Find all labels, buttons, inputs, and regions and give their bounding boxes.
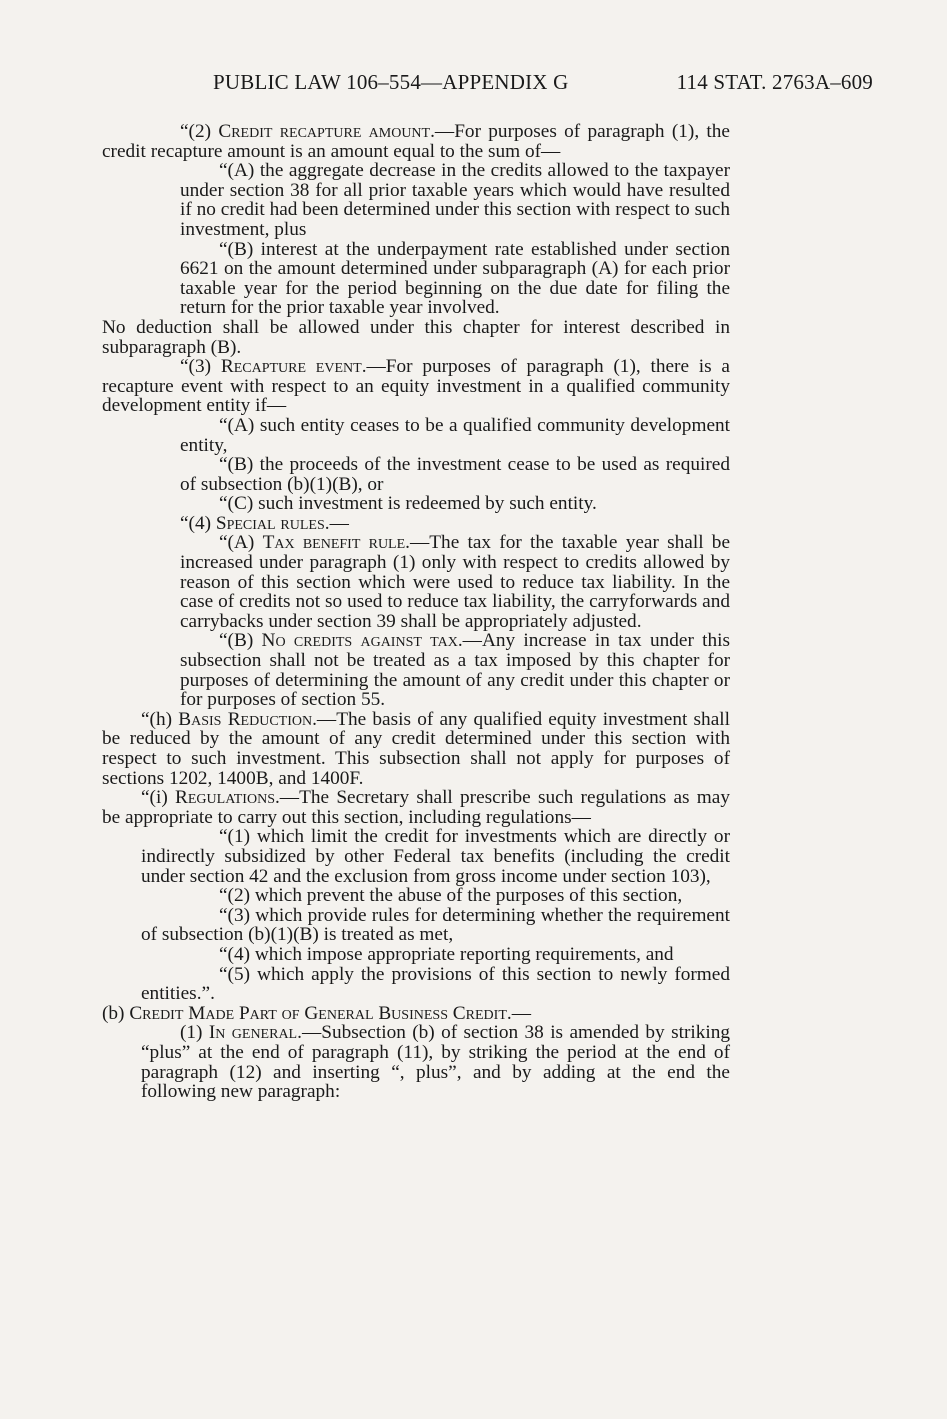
- regulation-item-5: “(5) which apply the provisions of this section to newly formed entities.”.: [141, 963, 730, 1005]
- paragraph-heading: Credit Made Part of General Business Credit: [129, 1002, 507, 1024]
- paragraph-heading: Credit recapture amount: [218, 121, 431, 142]
- paragraph-heading: No credits against tax: [261, 630, 458, 652]
- paragraph-number: “(A): [219, 532, 263, 554]
- paragraph-heading: Basis Reduction: [178, 708, 313, 730]
- paragraph-body: .—: [324, 512, 349, 534]
- paragraph-body: .—Any increase in tax under this subsection shall not be treated as a tax imposed by this chapter for purposes of determining the amount of any credit under this chapter or for purposes of section 55.: [180, 630, 730, 711]
- subsection-h-basis-reduction: [102, 710, 730, 788]
- regulation-item-1: “(1) which limit the credit for investments which are directly or indirectly subsidized by other Federal tax benefits (including the credit under section 42 and the exclusion from gross income under section 103),: [141, 826, 730, 887]
- regulation-item-3: “(3) which provide rules for determining whether the requirement of subsection (b)(1)(B) is treated as met,: [141, 904, 730, 946]
- regulation-item-4: “(4) which impose appropriate reporting requirements, and: [219, 943, 674, 965]
- paragraph-body: .—For purposes of paragraph (1), there is a recapture event with respect to an equity investment in a qualified community development entity if—: [102, 356, 730, 417]
- subsection-i-regulations: [102, 788, 730, 827]
- subparagraph-4B-no-credits-against-tax: [102, 631, 730, 709]
- paragraph-body: .—The Secretary shall prescribe such regulations as may be appropriate to carry out this section, including regulations—: [102, 787, 730, 828]
- paragraph-body: .—For purposes of paragraph (1), the credit recapture amount is an amount equal to the sum of—: [102, 121, 730, 162]
- subsection-b-credit-made-part: [102, 1004, 730, 1024]
- paragraph-number: (1): [180, 1022, 209, 1044]
- paragraph-heading: In general: [208, 1022, 298, 1044]
- paragraph-number: “(i): [141, 787, 176, 809]
- paragraph-2-credit-recapture-amount: [102, 122, 730, 161]
- regulation-item-2: “(2) which prevent the abuse of the purposes of this section,: [219, 885, 683, 907]
- paragraph-heading: Recapture event: [220, 356, 362, 378]
- subparagraph-2A: “(A) the aggregate decrease in the credits allowed to the taxpayer under section 38 for all prior taxable years which would have resulted if no credit had been determined under this section with respect to such investment, plus: [180, 160, 730, 240]
- subparagraph-3A: “(A) such entity ceases to be a qualified community development entity,: [180, 414, 730, 456]
- subparagraph-3C: “(C) such investment is redeemed by such entity.: [219, 493, 597, 515]
- paragraph-body: .—: [506, 1002, 531, 1024]
- paragraph-number: “(4): [180, 512, 216, 534]
- paragraph-body: .—The tax for the taxable year shall be increased under paragraph (1) only with respect to credits allowed by reason of this section which were used to reduce tax liability. In the case of credits not so used to reduce tax liability, the carryforwards and carrybacks under section 39 shall be appropriately adjusted.: [180, 532, 730, 632]
- subparagraph-3B: “(B) the proceeds of the investment cease to be used as required of subsection (b)(1)(B), or: [180, 454, 730, 495]
- paragraph-2-flush-text: No deduction shall be allowed under this chapter for interest described in subparagraph (B).: [102, 316, 730, 358]
- header-title: PUBLIC LAW 106–554—APPENDIX G: [213, 70, 569, 94]
- paragraph-number: “(h): [141, 708, 179, 730]
- paragraph-body: .—The basis of any qualified equity investment shall be reduced by the amount of any credit determined under this section with respect to such investment. This subsection shall not apply for purposes of sections 1202, 1400B, and 1400F.: [102, 708, 730, 789]
- paragraph-number: “(B): [219, 630, 262, 652]
- subsection-b-paragraph-1-in-general: [102, 1023, 730, 1101]
- paragraph-number: “(3): [180, 356, 221, 378]
- paragraph-heading: Special rules: [215, 512, 325, 534]
- subparagraph-2B: “(B) interest at the underpayment rate established under section 6621 on the amount determined under subparagraph (A) for each prior taxable year for the period beginning on the due date for filing the return for the prior taxable year involved.: [180, 238, 730, 319]
- paragraph-4-special-rules: [102, 514, 730, 534]
- subparagraph-4A-tax-benefit-rule: [102, 533, 730, 631]
- paragraph-heading: Regulations: [175, 787, 275, 809]
- paragraph-number: “(2): [180, 121, 219, 142]
- paragraph-3-recapture-event: [102, 357, 730, 416]
- page-header: [213, 70, 873, 95]
- statute-text: [102, 122, 730, 1102]
- paragraph-body: .—Subsection (b) of section 38 is amended by striking “plus” at the end of paragraph (11), by striking the period at the end of paragraph (12) and inserting “, plus”, and by adding at the end the following new paragraph:: [141, 1022, 730, 1103]
- header-citation: 114 STAT. 2763A–609: [676, 70, 873, 94]
- paragraph-number: (b): [102, 1002, 130, 1024]
- paragraph-heading: Tax benefit rule: [262, 532, 406, 554]
